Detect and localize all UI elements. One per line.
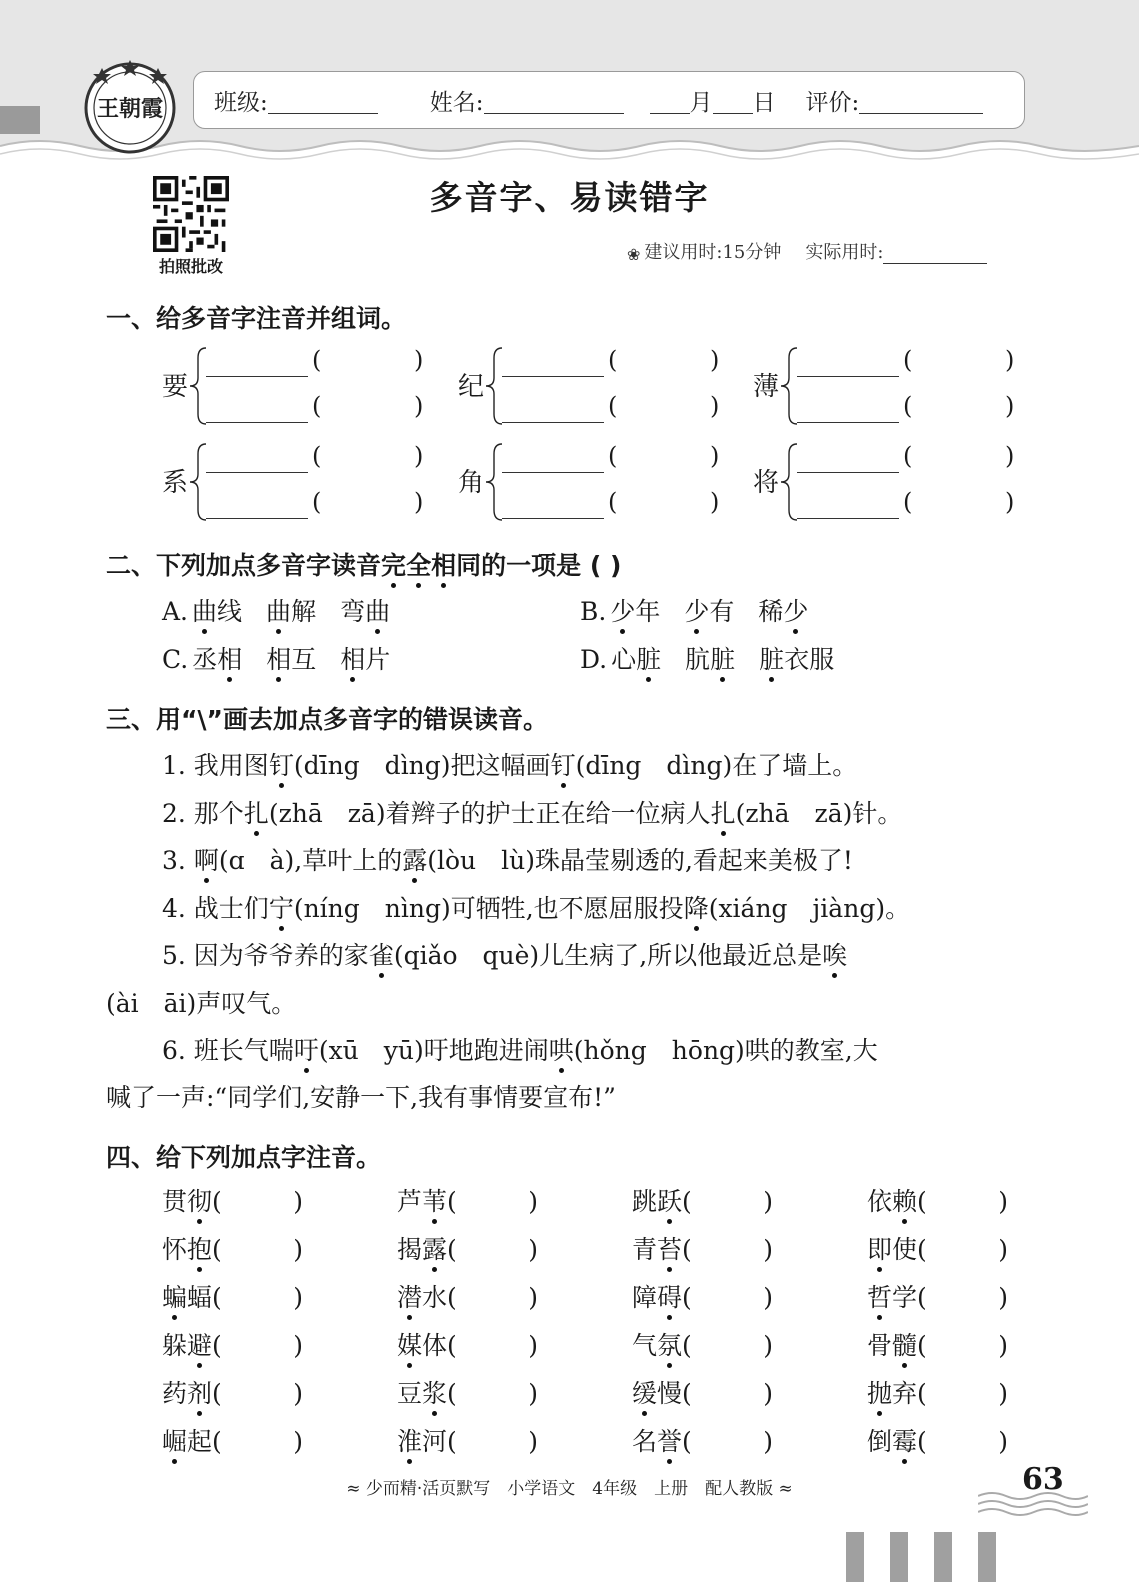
polyphone-group bbox=[753, 344, 1023, 428]
dotted-char: 钉 bbox=[269, 746, 294, 782]
option-word bbox=[685, 645, 735, 674]
page-title: 多音字、易读错字 bbox=[429, 178, 710, 217]
dotted-char: 少 bbox=[610, 592, 635, 628]
char: 药 bbox=[162, 1379, 188, 1408]
dotted-char: 扎 bbox=[244, 794, 269, 830]
name-field bbox=[430, 84, 624, 117]
pinyin-answer-parens[interactable]: ( ) bbox=[447, 1235, 539, 1264]
paren-open: ( bbox=[903, 346, 913, 374]
evaluation-input-line[interactable] bbox=[859, 89, 983, 114]
date-field bbox=[650, 84, 776, 117]
paren-close: ) bbox=[1005, 346, 1015, 374]
dotted-char: 哄 bbox=[549, 1031, 574, 1067]
pinyin-item bbox=[162, 1278, 303, 1314]
char: 蝠 bbox=[187, 1283, 213, 1312]
dotted-char: 啊 bbox=[194, 841, 219, 877]
dotted-char: 扎 bbox=[711, 794, 736, 830]
month-label: 月 bbox=[689, 89, 713, 116]
option-word bbox=[684, 597, 734, 626]
option-c[interactable] bbox=[162, 640, 390, 676]
exercise-text: (dīng dìng)在了墙上。 bbox=[575, 751, 858, 780]
char: 心 bbox=[611, 645, 637, 674]
polyphone-char: 将 bbox=[753, 468, 780, 498]
pinyin-input[interactable] bbox=[919, 488, 999, 516]
dotted-char: 露 bbox=[422, 1230, 447, 1266]
paren-close: ) bbox=[1005, 442, 1015, 470]
pinyin-input[interactable] bbox=[919, 442, 999, 470]
exercise-text: 喊了一声:“同学们,安静一下,我有事情要宣布!” bbox=[106, 1083, 616, 1112]
curly-brace bbox=[186, 440, 208, 524]
pinyin-input[interactable] bbox=[328, 346, 408, 374]
char: 丞 bbox=[192, 645, 218, 674]
option-letter: D. bbox=[580, 645, 608, 674]
paren-close: ) bbox=[414, 392, 424, 420]
paren-open: ( bbox=[903, 392, 913, 420]
evaluation-label: 评价: bbox=[805, 89, 860, 116]
word-input-line[interactable] bbox=[797, 518, 899, 519]
word-input-line[interactable] bbox=[206, 472, 308, 473]
dotted-char: 缓 bbox=[632, 1374, 657, 1410]
char: 贯 bbox=[162, 1187, 188, 1216]
exercise-text: (xū yū)吁地跑进闹 bbox=[318, 1036, 549, 1065]
exercise-text: (zhā zā)着辫子的护士正在给一位病人 bbox=[268, 799, 711, 828]
word-input-line[interactable] bbox=[797, 422, 899, 423]
exercise-text: (ɑ à),草叶上的 bbox=[218, 846, 403, 875]
paren-open: ( bbox=[608, 346, 618, 374]
pinyin-item bbox=[162, 1326, 303, 1362]
pinyin-item bbox=[632, 1230, 773, 1266]
pinyin-item bbox=[632, 1374, 773, 1410]
evaluation-field bbox=[806, 84, 984, 117]
pinyin-input[interactable] bbox=[328, 442, 408, 470]
paren-open: ( bbox=[312, 442, 322, 470]
footer-bar bbox=[846, 1532, 864, 1582]
pinyin-answer-parens[interactable]: ( ) bbox=[682, 1427, 774, 1456]
dotted-char: 浆 bbox=[422, 1374, 447, 1410]
dotted-char: 誉 bbox=[657, 1422, 682, 1458]
heading-part: 读音 bbox=[331, 551, 382, 580]
student-info-box bbox=[193, 71, 1025, 129]
dotted-char: 少 bbox=[783, 592, 808, 628]
dotted-char: 相 bbox=[340, 640, 365, 676]
pinyin-input[interactable] bbox=[624, 346, 704, 374]
paren-open: ( bbox=[903, 442, 913, 470]
paren-open: ( bbox=[608, 392, 618, 420]
option-word bbox=[610, 597, 660, 626]
pinyin-answer-parens[interactable]: ( ) bbox=[917, 1379, 1009, 1408]
polyphone-group bbox=[458, 440, 728, 524]
char: 解 bbox=[291, 597, 317, 626]
dotted-char: 赖 bbox=[892, 1182, 917, 1218]
pinyin-item bbox=[867, 1422, 1008, 1458]
exercise-line bbox=[162, 841, 853, 877]
option-letter: B. bbox=[580, 597, 607, 626]
polyphone-group bbox=[162, 344, 432, 428]
polyphone-char: 薄 bbox=[753, 372, 780, 402]
dotted-char: 雀 bbox=[369, 936, 394, 972]
dotted-char: 少 bbox=[684, 592, 709, 628]
exercise-text: 3. bbox=[162, 846, 194, 875]
char: 水 bbox=[422, 1283, 448, 1312]
dotted-char: 苇 bbox=[422, 1182, 447, 1218]
char: 弃 bbox=[892, 1379, 918, 1408]
dotted-char: 抱 bbox=[187, 1230, 212, 1266]
pinyin-item bbox=[632, 1278, 773, 1314]
pinyin-item bbox=[632, 1182, 773, 1218]
curly-brace bbox=[482, 344, 504, 428]
day-label: 日 bbox=[752, 89, 776, 116]
paren-open: ( bbox=[608, 488, 618, 516]
paren-close: ) bbox=[710, 442, 720, 470]
dotted-char: 霉 bbox=[892, 1422, 917, 1458]
dotted-char: 曲 bbox=[266, 592, 291, 628]
word-input-line[interactable] bbox=[206, 518, 308, 519]
brand-seal-logo bbox=[82, 58, 178, 154]
polyphone-group bbox=[162, 440, 432, 524]
pinyin-input[interactable] bbox=[919, 392, 999, 420]
word-input-line[interactable] bbox=[206, 376, 308, 377]
pinyin-answer-parens[interactable]: ( ) bbox=[447, 1379, 539, 1408]
name-input-line[interactable] bbox=[484, 89, 624, 114]
pinyin-input[interactable] bbox=[624, 442, 704, 470]
svg-text:王朝霞: 王朝霞 bbox=[96, 96, 164, 122]
dotted-char: 降 bbox=[684, 889, 709, 925]
pinyin-answer-parens[interactable]: ( ) bbox=[212, 1331, 304, 1360]
paren-open: ( bbox=[312, 346, 322, 374]
option-letter: C. bbox=[162, 645, 189, 674]
option-a[interactable] bbox=[162, 592, 390, 628]
curly-brace bbox=[777, 440, 799, 524]
flower-icon: ❀ bbox=[627, 245, 641, 264]
exercise-line bbox=[162, 936, 847, 972]
dotted-char: 髓 bbox=[892, 1326, 917, 1362]
section1-heading: 一、给多音字注音并组词。 bbox=[106, 304, 407, 333]
page-number: 63 bbox=[1022, 1462, 1064, 1497]
pinyin-answer-parens[interactable]: ( ) bbox=[682, 1331, 774, 1360]
paren-open: ( bbox=[312, 488, 322, 516]
char: 弯 bbox=[340, 597, 366, 626]
pinyin-item bbox=[632, 1422, 773, 1458]
pinyin-answer-parens[interactable]: ( ) bbox=[447, 1283, 539, 1312]
pinyin-item bbox=[162, 1182, 303, 1218]
exercise-text: (hǒng hōng)哄的教室,大 bbox=[573, 1036, 878, 1065]
pinyin-item bbox=[867, 1230, 1008, 1266]
pinyin-answer-parens[interactable]: ( ) bbox=[682, 1235, 774, 1264]
dotted-char: 媒 bbox=[397, 1326, 422, 1362]
dotted-char: 剂 bbox=[187, 1374, 212, 1410]
exercise-line bbox=[106, 984, 296, 1020]
pinyin-input[interactable] bbox=[919, 346, 999, 374]
dotted-char: 淮 bbox=[397, 1422, 422, 1458]
exercise-line bbox=[162, 1031, 878, 1067]
char: 青 bbox=[632, 1235, 658, 1264]
class-label: 班级: bbox=[214, 89, 268, 116]
pinyin-answer-parens[interactable]: ( ) bbox=[682, 1379, 774, 1408]
footer-bar bbox=[934, 1532, 952, 1582]
exercise-text: 1. 我用图 bbox=[162, 751, 269, 780]
pinyin-input[interactable] bbox=[328, 488, 408, 516]
option-word bbox=[266, 645, 316, 674]
char: 依 bbox=[867, 1187, 893, 1216]
char: 使 bbox=[892, 1235, 918, 1264]
paren-close: ) bbox=[710, 488, 720, 516]
dotted-char: 跃 bbox=[657, 1182, 682, 1218]
dotted-char: 彻 bbox=[187, 1182, 212, 1218]
char: 学 bbox=[892, 1283, 918, 1312]
dotted-char: 苔 bbox=[657, 1230, 682, 1266]
option-word bbox=[340, 645, 390, 674]
pinyin-item bbox=[867, 1326, 1008, 1362]
heading-char: 全 bbox=[406, 546, 431, 582]
char: 互 bbox=[291, 645, 317, 674]
char: 体 bbox=[422, 1331, 448, 1360]
name-label: 姓名: bbox=[429, 89, 484, 116]
dotted-char: 唉 bbox=[822, 936, 847, 972]
dotted-char: 相 bbox=[217, 640, 242, 676]
polyphone-char: 角 bbox=[458, 468, 485, 498]
dotted-char: 宁 bbox=[269, 889, 294, 925]
paren-close: ) bbox=[710, 346, 720, 374]
char: 肮 bbox=[685, 645, 711, 674]
heading-char: 同 bbox=[456, 551, 482, 580]
pinyin-answer-parens[interactable]: ( ) bbox=[212, 1235, 304, 1264]
pinyin-answer-parens[interactable]: ( ) bbox=[212, 1379, 304, 1408]
pinyin-answer-parens[interactable]: ( ) bbox=[212, 1187, 304, 1216]
dotted-char: 避 bbox=[187, 1326, 212, 1362]
option-word bbox=[611, 645, 661, 674]
polyphone-group bbox=[458, 344, 728, 428]
char: 名 bbox=[632, 1427, 658, 1456]
dotted-char: 露 bbox=[402, 841, 427, 877]
pinyin-answer-parens[interactable]: ( ) bbox=[917, 1187, 1009, 1216]
pinyin-item bbox=[397, 1278, 538, 1314]
exercise-line bbox=[162, 794, 902, 830]
footer-wave-decoration bbox=[978, 1490, 1088, 1518]
dotted-char: 即 bbox=[867, 1230, 892, 1266]
dotted-char: 曲 bbox=[192, 592, 217, 628]
exercise-text: 6. 班长气喘 bbox=[162, 1036, 294, 1065]
exercise-text: (xiáng jiàng)。 bbox=[708, 894, 911, 923]
option-word bbox=[759, 645, 834, 674]
pinyin-answer-parens[interactable]: ( ) bbox=[682, 1187, 774, 1216]
dotted-char: 曲 bbox=[365, 592, 390, 628]
char: 芦 bbox=[397, 1187, 423, 1216]
char: 衣服 bbox=[784, 645, 835, 674]
paren-close: ) bbox=[414, 488, 424, 516]
char: 障 bbox=[632, 1283, 658, 1312]
word-input-line[interactable] bbox=[206, 422, 308, 423]
paren-close: ) bbox=[414, 442, 424, 470]
section3-heading: 三、用“\”画去加点多音字的错误读音。 bbox=[106, 705, 548, 734]
pinyin-item bbox=[397, 1182, 538, 1218]
dotted-char: 脏 bbox=[759, 640, 784, 676]
option-letter: A. bbox=[162, 597, 189, 626]
dotted-char: 碍 bbox=[657, 1278, 682, 1314]
side-tab bbox=[0, 106, 40, 134]
word-input-line[interactable] bbox=[797, 376, 899, 377]
polyphone-char: 纪 bbox=[458, 372, 485, 402]
pinyin-item bbox=[397, 1422, 538, 1458]
word-input-line[interactable] bbox=[502, 376, 604, 377]
actual-time-input-line[interactable] bbox=[883, 245, 987, 264]
exercise-text: (dīng dìng)把这幅画 bbox=[293, 751, 551, 780]
pinyin-item bbox=[397, 1374, 538, 1410]
exercise-text: 4. 战士们 bbox=[162, 894, 269, 923]
dotted-char: 抛 bbox=[867, 1374, 892, 1410]
dotted-char: 蝙 bbox=[162, 1278, 187, 1314]
exercise-text: 2. 那个 bbox=[162, 799, 244, 828]
pinyin-item bbox=[397, 1230, 538, 1266]
char: 年 bbox=[635, 597, 661, 626]
pinyin-item bbox=[162, 1230, 303, 1266]
paren-close: ) bbox=[1005, 488, 1015, 516]
dotted-char: 脏 bbox=[710, 640, 735, 676]
paren-open: ( bbox=[903, 488, 913, 516]
word-input-line[interactable] bbox=[502, 518, 604, 519]
pinyin-item bbox=[162, 1422, 303, 1458]
heading-part: 的一项是 ( ) bbox=[481, 551, 622, 580]
pinyin-answer-parens[interactable]: ( ) bbox=[447, 1187, 539, 1216]
dotted-char: 崛 bbox=[162, 1422, 187, 1458]
pinyin-answer-parens[interactable]: ( ) bbox=[917, 1283, 1009, 1312]
char: 线 bbox=[217, 597, 243, 626]
exercise-line bbox=[162, 889, 910, 925]
pinyin-answer-parens[interactable]: ( ) bbox=[917, 1427, 1009, 1456]
char: 稀 bbox=[758, 597, 784, 626]
word-input-line[interactable] bbox=[797, 472, 899, 473]
dotted-char: 相 bbox=[266, 640, 291, 676]
actual-time-label: 实际用时: bbox=[805, 242, 884, 263]
option-word bbox=[192, 597, 242, 626]
curly-brace bbox=[482, 440, 504, 524]
option-word bbox=[192, 645, 242, 674]
heading-part: 二、下列加点 bbox=[106, 551, 257, 580]
pinyin-input[interactable] bbox=[328, 392, 408, 420]
footer-bar bbox=[890, 1532, 908, 1582]
pinyin-item bbox=[162, 1374, 303, 1410]
pinyin-item bbox=[867, 1374, 1008, 1410]
option-word bbox=[266, 597, 316, 626]
pinyin-answer-parens[interactable]: ( ) bbox=[447, 1331, 539, 1360]
exercise-text: (qiǎo què)儿生病了,所以他最近总是 bbox=[393, 941, 823, 970]
pinyin-answer-parens[interactable]: ( ) bbox=[212, 1283, 304, 1312]
exercise-text: 5. 因为爷爷养的家 bbox=[162, 941, 369, 970]
class-input-line[interactable] bbox=[268, 89, 378, 114]
pinyin-answer-parens[interactable]: ( ) bbox=[917, 1235, 1009, 1264]
word-input-line[interactable] bbox=[502, 422, 604, 423]
suggested-time: 建议用时:15分钟 bbox=[644, 242, 782, 263]
section2-heading bbox=[106, 546, 621, 582]
option-b[interactable] bbox=[580, 592, 808, 628]
section4-heading: 四、给下列加点字注音。 bbox=[106, 1143, 382, 1172]
char: 骨 bbox=[867, 1331, 893, 1360]
char: 跳 bbox=[632, 1187, 658, 1216]
char: 倒 bbox=[867, 1427, 893, 1456]
dotted-char: 吁 bbox=[294, 1031, 319, 1067]
paren-close: ) bbox=[1005, 392, 1015, 420]
exercise-text: (ài āi)声叹气。 bbox=[106, 989, 297, 1018]
exercise-text: (níng nìng)可牺牲,也不愿屈服投 bbox=[293, 894, 684, 923]
timing-line bbox=[627, 238, 1027, 264]
polyphone-char: 系 bbox=[162, 468, 189, 498]
char: 怀 bbox=[162, 1235, 188, 1264]
option-word bbox=[758, 597, 808, 626]
dotted-char: 潜 bbox=[397, 1278, 422, 1314]
footer-text: ≈ 少而精·活页默写 小学语文 4年级 上册 配人教版 ≈ bbox=[346, 1479, 793, 1499]
pinyin-item bbox=[867, 1182, 1008, 1218]
char: 片 bbox=[365, 645, 391, 674]
curly-brace bbox=[777, 344, 799, 428]
curly-brace bbox=[186, 344, 208, 428]
pinyin-answer-parens[interactable]: ( ) bbox=[447, 1427, 539, 1456]
footer-bar bbox=[978, 1532, 996, 1582]
paren-close: ) bbox=[414, 346, 424, 374]
heading-part: 多音字 bbox=[256, 551, 332, 580]
word-input-line[interactable] bbox=[502, 472, 604, 473]
pinyin-answer-parens[interactable]: ( ) bbox=[917, 1331, 1009, 1360]
polyphone-char: 要 bbox=[162, 372, 189, 402]
char: 河 bbox=[422, 1427, 448, 1456]
option-word bbox=[340, 597, 390, 626]
pinyin-input[interactable] bbox=[624, 488, 704, 516]
paren-open: ( bbox=[608, 442, 618, 470]
paren-close: ) bbox=[710, 392, 720, 420]
dotted-char: 哲 bbox=[867, 1278, 892, 1314]
polyphone-group bbox=[753, 440, 1023, 524]
exercise-line bbox=[106, 1078, 616, 1114]
pinyin-item bbox=[632, 1326, 773, 1362]
heading-char: 相 bbox=[431, 546, 456, 582]
option-d[interactable] bbox=[580, 640, 834, 676]
exercise-text: (zhā zā)针。 bbox=[735, 799, 903, 828]
char: 慢 bbox=[657, 1379, 683, 1408]
dotted-char: 钉 bbox=[551, 746, 576, 782]
exercise-text: (lòu lù)珠晶莹剔透的,看起来美极了! bbox=[427, 846, 853, 875]
qr-caption: 拍照批改 bbox=[158, 257, 223, 276]
char: 豆 bbox=[397, 1379, 423, 1408]
dotted-heading-part bbox=[256, 551, 481, 580]
dotted-char: 氛 bbox=[657, 1326, 682, 1362]
char: 躲 bbox=[162, 1331, 188, 1360]
pinyin-item bbox=[867, 1278, 1008, 1314]
char: 有 bbox=[709, 597, 735, 626]
month-input-line[interactable] bbox=[650, 89, 690, 114]
char: 气 bbox=[632, 1331, 658, 1360]
heading-char: 完 bbox=[381, 546, 406, 582]
exercise-line bbox=[162, 746, 857, 782]
pinyin-item bbox=[397, 1326, 538, 1362]
dotted-char: 脏 bbox=[636, 640, 661, 676]
class-field bbox=[214, 84, 378, 117]
pinyin-input[interactable] bbox=[624, 392, 704, 420]
char: 起 bbox=[187, 1427, 213, 1456]
char: 揭 bbox=[397, 1235, 423, 1264]
pinyin-answer-parens[interactable]: ( ) bbox=[212, 1427, 304, 1456]
pinyin-answer-parens[interactable]: ( ) bbox=[682, 1283, 774, 1312]
paren-open: ( bbox=[312, 392, 322, 420]
day-input-line[interactable] bbox=[713, 89, 753, 114]
